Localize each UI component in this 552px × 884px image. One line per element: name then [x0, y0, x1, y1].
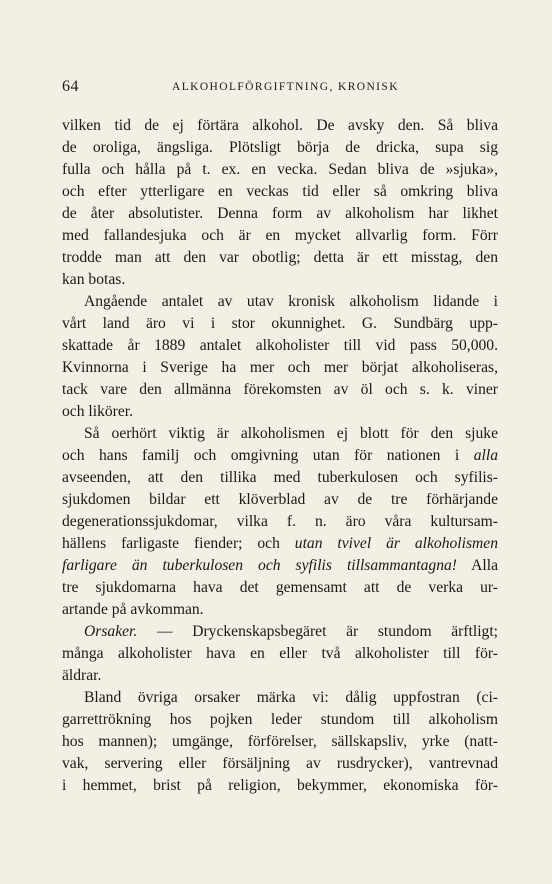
- text-segment: — Dryckenskapsbegäret är stundom ärftligt;: [156, 623, 498, 640]
- text-line: [62, 621, 498, 643]
- text-line: Bland övriga orsaker märka vi: dålig uppfostran (ci-: [84, 689, 498, 706]
- section-label: Orsaker.: [84, 623, 138, 640]
- text-line: med fallandesjuka och är en mycket allvarlig form. Förr: [62, 227, 498, 244]
- text-line: i hemmet, brist på religion, bekymmer, ekonomiska för-: [62, 777, 498, 794]
- body-text: [62, 115, 498, 797]
- text-line: vårt land äro vi i stor okunnighet. G. Sundbärg upp-: [62, 315, 498, 332]
- page-header: [62, 78, 498, 100]
- text-line: trodde man att den var obotlig; detta är ett misstag, den: [62, 249, 498, 266]
- italic-text: farligare än tuberkulosen och syfilis tillsammantagna!: [62, 557, 457, 574]
- text-segment: Alla: [471, 557, 498, 574]
- text-line: vilken tid de ej förtära alkohol. De avsky den. Så bliva: [62, 117, 498, 134]
- text-line: Kvinnorna i Sverige ha mer och mer börjat alkoholiseras,: [62, 359, 498, 376]
- text-line: många alkoholister hava en eller två alkoholister till för-: [62, 645, 498, 662]
- text-line: sjukdomen bildar ett klöverblad av de tre förhärjande: [62, 491, 498, 508]
- text-segment: hällens farligaste fiender; och: [62, 535, 280, 552]
- text-line: [62, 533, 498, 555]
- text-line: artande på avkomman.: [62, 601, 204, 618]
- text-line: Angående antalet av utav kronisk alkoholism lidande i: [84, 293, 498, 310]
- italic-text: utan tvivel är alkoholismen: [294, 535, 498, 552]
- text-line: skattade år 1889 antalet alkoholister till vid pass 50,000.: [62, 337, 498, 354]
- text-segment: och hans familj och omgivning utan för nationen i: [62, 447, 460, 464]
- text-line: hos mannen); umgänge, förförelser, sällskapsliv, yrke (natt-: [62, 733, 498, 750]
- text-line: och efter ytterligare en veckas tid eller så omkring bliva: [62, 183, 498, 200]
- text-line: kan botas.: [62, 271, 126, 288]
- text-line: degenerationssjukdomar, vilka f. n. äro våra kultursam-: [62, 513, 498, 530]
- text-line: garrettrökning hos pojken leder stundom till alkoholism: [62, 711, 498, 728]
- text-line: fulla och hålla på t. ex. en vecka. Sedan bliva de »sjuka»,: [62, 161, 498, 178]
- running-head: ALKOHOLFÖRGIFTNING, KRONISK: [172, 81, 399, 93]
- text-line: de åter absolutister. Denna form av alkoholism har likhet: [62, 205, 498, 222]
- text-line: och likörer.: [62, 403, 134, 420]
- page-number: 64: [62, 78, 79, 95]
- text-line: tack vare den allmänna förekomsten av öl och s. k. viner: [62, 381, 498, 398]
- text-line: [62, 445, 498, 467]
- text-line: äldrar.: [62, 667, 102, 684]
- text-line: tre sjukdomarna hava det gemensamt att de verka ur-: [62, 579, 498, 596]
- text-line: [62, 555, 498, 577]
- italic-text: alla: [473, 447, 498, 464]
- text-line: de oroliga, ängsliga. Plötsligt börja de dricka, supa sig: [62, 139, 498, 156]
- text-line: avseenden, att den tillika med tuberkulosen och syfilis-: [62, 469, 498, 486]
- text-line: Så oerhört viktig är alkoholismen ej blott för den sjuke: [84, 425, 498, 442]
- text-line: vak, servering eller försäljning av rusdrycker), vantrevnad: [62, 755, 498, 772]
